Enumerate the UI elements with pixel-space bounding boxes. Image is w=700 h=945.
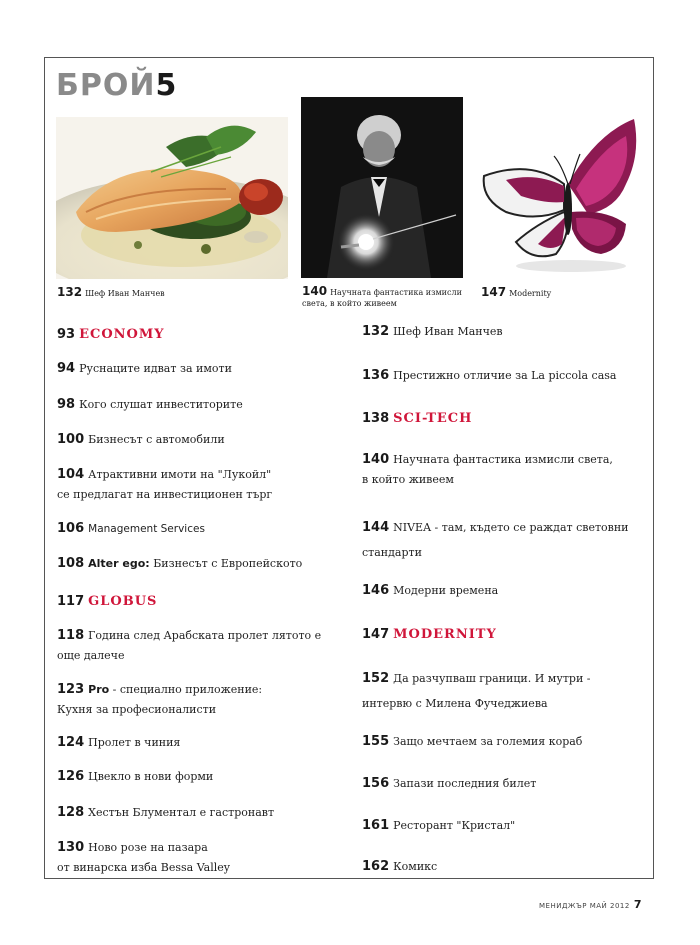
toc-entry-126[interactable] xyxy=(57,767,213,787)
section-page-number: 117 xyxy=(57,594,85,609)
entry-page-number: 126 xyxy=(57,769,85,784)
entry-title: Кого слушат инвеститорите xyxy=(79,398,243,411)
issue-title-word: БРОЙ xyxy=(56,68,156,103)
entry-page-number: 136 xyxy=(362,368,390,383)
toc-entry-152[interactable] xyxy=(362,666,591,716)
entry-page-number: 162 xyxy=(362,859,390,874)
entry-title-line2: Кухня за професионалисти xyxy=(57,703,217,716)
entry-title-line2: интервю с Милена Фучеджиева xyxy=(362,697,548,710)
entry-title: Престижно отличие за La piccola casa xyxy=(393,369,617,382)
toc-entry-162[interactable] xyxy=(362,857,437,877)
toc-entry-132[interactable] xyxy=(362,322,503,342)
toc-entry-124[interactable] xyxy=(57,733,180,753)
toc-entry-128[interactable] xyxy=(57,803,274,823)
caption-science-fiction xyxy=(302,286,467,309)
entry-title: Management Services xyxy=(88,523,205,535)
section-title: SCI-TECH xyxy=(393,411,473,426)
toc-entry-155[interactable] xyxy=(362,732,582,752)
entry-title: Пролет в чиния xyxy=(88,736,181,749)
entry-page-number: 132 xyxy=(362,324,390,339)
toc-entry-106[interactable] xyxy=(57,519,205,539)
issue-title-number: 5 xyxy=(155,68,178,103)
caption-chef xyxy=(57,287,165,299)
entry-title: Бизнесът с Европейското xyxy=(149,557,303,570)
entry-page-number: 161 xyxy=(362,818,390,833)
caption-text: Modernity xyxy=(509,289,552,298)
entry-page-number: 155 xyxy=(362,734,390,749)
toc-entry-156[interactable] xyxy=(362,774,536,794)
entry-title-line1: Научната фантастика измисли света, xyxy=(393,453,613,466)
toc-entry-140[interactable] xyxy=(362,450,613,490)
section-page-number: 147 xyxy=(362,627,390,642)
entry-page-number: 100 xyxy=(57,432,85,447)
section-modernity[interactable] xyxy=(362,623,497,645)
caption-modernity xyxy=(481,287,551,299)
entry-lead: Alter ego: xyxy=(88,557,150,570)
page-number: 7 xyxy=(633,898,642,911)
section-title: ECONOMY xyxy=(79,327,165,342)
entry-title-line2: стандарти xyxy=(362,546,422,559)
section-sci-tech[interactable] xyxy=(362,407,472,429)
entry-title: Руснаците идват за имоти xyxy=(79,362,232,375)
toc-entry-108[interactable] xyxy=(57,554,302,574)
entry-page-number: 146 xyxy=(362,583,390,598)
entry-page-number: 130 xyxy=(57,840,85,855)
section-page-number: 93 xyxy=(57,327,76,342)
caption-page-number: 140 xyxy=(302,284,328,298)
entry-page-number: 123 xyxy=(57,682,85,697)
section-page-number: 138 xyxy=(362,411,390,426)
section-title: GLOBUS xyxy=(88,594,158,609)
entry-title-line1: - специално приложение: xyxy=(109,683,263,696)
food-dish-photo xyxy=(56,117,288,279)
portrait-photo xyxy=(301,97,463,278)
entry-title: Запази последния билет xyxy=(393,777,537,790)
entry-page-number: 108 xyxy=(57,556,85,571)
section-economy[interactable] xyxy=(57,323,165,345)
toc-entry-100[interactable] xyxy=(57,430,225,450)
entry-title-line1: Атрактивни имоти на "Лукойл" xyxy=(88,468,272,481)
entry-page-number: 118 xyxy=(57,628,85,643)
entry-page-number: 124 xyxy=(57,735,85,750)
toc-entry-123[interactable] xyxy=(57,680,262,720)
entry-page-number: 128 xyxy=(57,805,85,820)
entry-page-number: 104 xyxy=(57,467,85,482)
entry-page-number: 98 xyxy=(57,397,76,412)
entry-title: Защо мечтаем за големия кораб xyxy=(393,735,583,748)
toc-entry-144[interactable] xyxy=(362,515,629,565)
caption-text: Шеф Иван Манчев xyxy=(85,289,165,298)
entry-page-number: 156 xyxy=(362,776,390,791)
entry-title-line1: Година след Арабската пролет лятото е xyxy=(88,629,322,642)
entry-title-line1: Да разчупваш граници. И мутри - xyxy=(393,672,591,685)
entry-page-number: 152 xyxy=(362,671,390,686)
entry-title-line2: още далече xyxy=(57,649,125,662)
entry-title-line1: NIVEA - там, където се раждат световни xyxy=(393,521,629,534)
entry-page-number: 94 xyxy=(57,361,76,376)
page-footer xyxy=(539,898,642,911)
toc-entry-98[interactable] xyxy=(57,395,243,415)
entry-page-number: 144 xyxy=(362,520,390,535)
entry-title: Шеф Иван Манчев xyxy=(393,325,503,338)
toc-entry-130[interactable] xyxy=(57,838,230,878)
toc-entry-94[interactable] xyxy=(57,359,232,379)
entry-page-number: 106 xyxy=(57,521,85,536)
entry-title: Хестън Блументал е гастронавт xyxy=(88,806,275,819)
caption-page-number: 132 xyxy=(57,285,83,299)
entry-title-line2: от винарска изба Bessa Valley xyxy=(57,861,230,874)
toc-entry-104[interactable] xyxy=(57,465,272,505)
toc-entry-161[interactable] xyxy=(362,816,515,836)
toc-entry-146[interactable] xyxy=(362,581,498,601)
entry-title-line2: в който живеем xyxy=(362,473,454,486)
entry-lead: Pro xyxy=(88,683,110,696)
toc-entry-118[interactable] xyxy=(57,626,321,666)
section-title: MODERNITY xyxy=(393,627,497,642)
entry-title: Комикс xyxy=(393,860,438,873)
entry-title-line1: Ново розе на пазара xyxy=(88,841,208,854)
butterfly-photo xyxy=(476,114,640,277)
entry-title-line2: се предлагат на инвестиционен търг xyxy=(57,488,273,501)
caption-text: Научната фантастика измисли света, в който живеем xyxy=(302,288,462,308)
caption-page-number: 147 xyxy=(481,285,507,299)
entry-title: Бизнесът с автомобили xyxy=(88,433,225,446)
entry-page-number: 140 xyxy=(362,452,390,467)
magazine-issue-label: МЕНИДЖЪР МАЙ 2012 xyxy=(538,902,630,910)
entry-title: Цвекло в нови форми xyxy=(88,770,214,783)
entry-title: Ресторант "Кристал" xyxy=(393,819,516,832)
toc-entry-136[interactable] xyxy=(362,366,616,386)
section-globus[interactable] xyxy=(57,590,157,612)
issue-title xyxy=(56,68,177,104)
entry-title: Модерни времена xyxy=(393,584,499,597)
